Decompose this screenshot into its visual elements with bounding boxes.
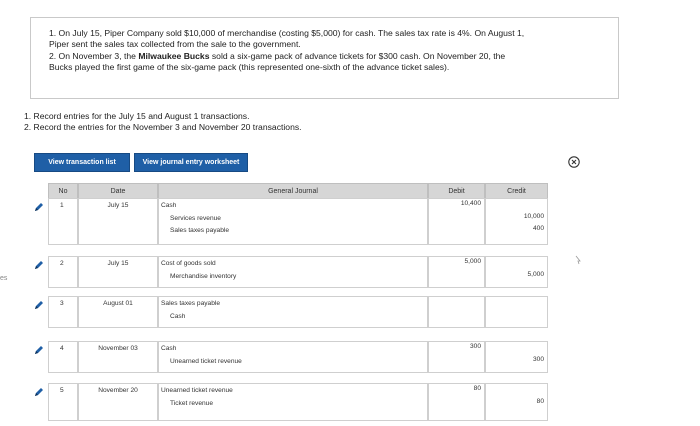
requirement-2: 2. Record the entries for the November 3 and November 20 transactions. (24, 122, 302, 133)
account-name: Cash (161, 202, 177, 209)
entry-date: November 03 (98, 345, 138, 352)
header-no: No (48, 183, 78, 199)
problem-statement (30, 17, 619, 99)
cursor-icon (573, 254, 585, 266)
entry-date: July 15 (107, 202, 129, 209)
row-credit-cell (485, 296, 548, 328)
edit-pencil-icon[interactable] (34, 300, 44, 310)
header-general-journal: General Journal (158, 183, 428, 199)
account-name: Services revenue (170, 214, 221, 222)
problem-line-1b: Piper sent the sales tax collected from the sale to the government. (49, 39, 301, 50)
edit-pencil-icon[interactable] (34, 202, 44, 212)
debit-amount: 5,000 (464, 258, 481, 265)
problem-line-2a-post: sold a six-game pack of advance tickets for $300 cash. On November 20, the (209, 50, 506, 61)
edit-pencil-icon[interactable] (34, 345, 44, 355)
close-icon[interactable] (568, 156, 580, 168)
debit-amount: 10,400 (460, 200, 481, 207)
row-debit-cell (428, 296, 485, 328)
account-name: Unearned ticket revenue (170, 357, 242, 365)
header-credit: Credit (485, 183, 548, 199)
account-name: Cash (170, 312, 186, 320)
account-name: Cash (161, 345, 177, 352)
entry-date: August 01 (103, 300, 133, 307)
entry-number: 5 (60, 387, 64, 394)
credit-amount: 5,000 (527, 270, 544, 278)
entry-number: 4 (60, 345, 64, 352)
edit-pencil-icon[interactable] (34, 260, 44, 270)
requirement-1: 1. Record entries for the July 15 and August 1 transactions. (24, 111, 250, 121)
requirements (24, 111, 302, 134)
problem-line-2a (49, 51, 606, 62)
account-name: Sales taxes payable (170, 227, 230, 234)
journal-entry-table (28, 178, 568, 424)
row-credit-cell (485, 198, 548, 245)
view-transaction-list-button[interactable]: View transaction list (34, 153, 130, 172)
credit-amount: 300 (532, 355, 544, 363)
team-name: Milwaukee Bucks (138, 50, 210, 61)
row-account-cell (158, 198, 428, 245)
problem-line-2b: Bucks played the first game of the six-game pack (this represented one-sixth of the advance ticket sales). (49, 62, 450, 73)
account-name: Unearned ticket revenue (161, 387, 233, 394)
header-date: Date (78, 183, 158, 199)
entry-number: 2 (60, 260, 64, 267)
edge-text: es (0, 275, 8, 282)
account-name: Merchandise inventory (170, 272, 237, 280)
entry-number: 3 (60, 300, 64, 307)
entry-date: November 20 (98, 387, 138, 394)
account-name: Cost of goods sold (161, 260, 216, 267)
problem-line-2a-pre: 2. On November 3, the (49, 50, 139, 61)
header-debit: Debit (428, 183, 485, 199)
debit-amount: 80 (473, 385, 481, 392)
entry-date: July 15 (107, 260, 129, 267)
view-journal-entry-worksheet-button[interactable]: View journal entry worksheet (134, 153, 248, 172)
credit-amount: 80 (536, 397, 544, 405)
credit-amount: 10,000 (523, 212, 544, 220)
credit-amount: 400 (532, 225, 544, 232)
debit-amount: 300 (469, 343, 481, 350)
problem-line-1a: 1. On July 15, Piper Company sold $10,000 of merchandise (costing $5,000) for cash. The sales tax rate is 4%. On August 1, (49, 28, 525, 38)
edit-pencil-icon[interactable] (34, 387, 44, 397)
entry-number: 1 (60, 202, 64, 209)
account-name: Sales taxes payable (161, 300, 221, 307)
account-name: Ticket revenue (170, 399, 214, 407)
